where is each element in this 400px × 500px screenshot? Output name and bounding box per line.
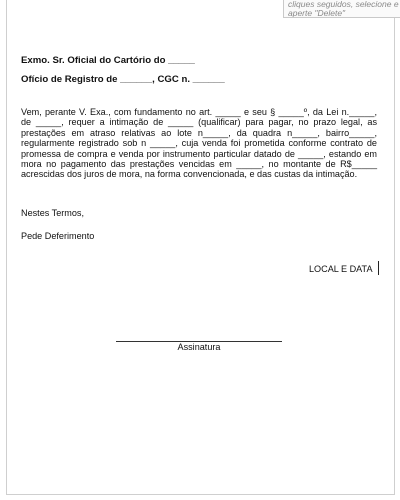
closing-request[interactable]: Pede Deferimento (21, 231, 95, 241)
closing-terms[interactable]: Nestes Termos, (21, 208, 85, 218)
place-and-date[interactable]: LOCAL E DATA (309, 264, 373, 274)
tooltip-line-2: aperte "Delete" (288, 8, 346, 18)
text-cursor (378, 261, 379, 275)
tooltip-line-1: cliques seguidos, selecione e (288, 0, 399, 9)
registry-office-line[interactable]: Ofício de Registro de ______, CGC n. ______ (21, 74, 225, 85)
addressee-line[interactable]: Exmo. Sr. Oficial do Cartório do _____ (21, 55, 195, 66)
request-paragraph[interactable]: Vem, perante V. Exa., com fundamento no art. _____ e seu § _____º, da Lei n._____, de _____, requer a intimação de _____ (qualificar) para pagar, no prazo legal, as prestações em atraso relativas ao lote n_____, da quadra n_____, bairro_____, regularmente registrado sob n _____, cuja venda foi prometida conforme contrato de promessa de compra e venda por instrumento particular datado de _____, estando em mora no pagamento das prestações vencidas em _____, no montante de R$_____ acrescidas dos juros de mora, na forma convencionada, e das custas da intimação. (21, 107, 377, 180)
signature-label[interactable]: Assinatura (177, 342, 221, 352)
editing-hint-tooltip (283, 0, 400, 18)
